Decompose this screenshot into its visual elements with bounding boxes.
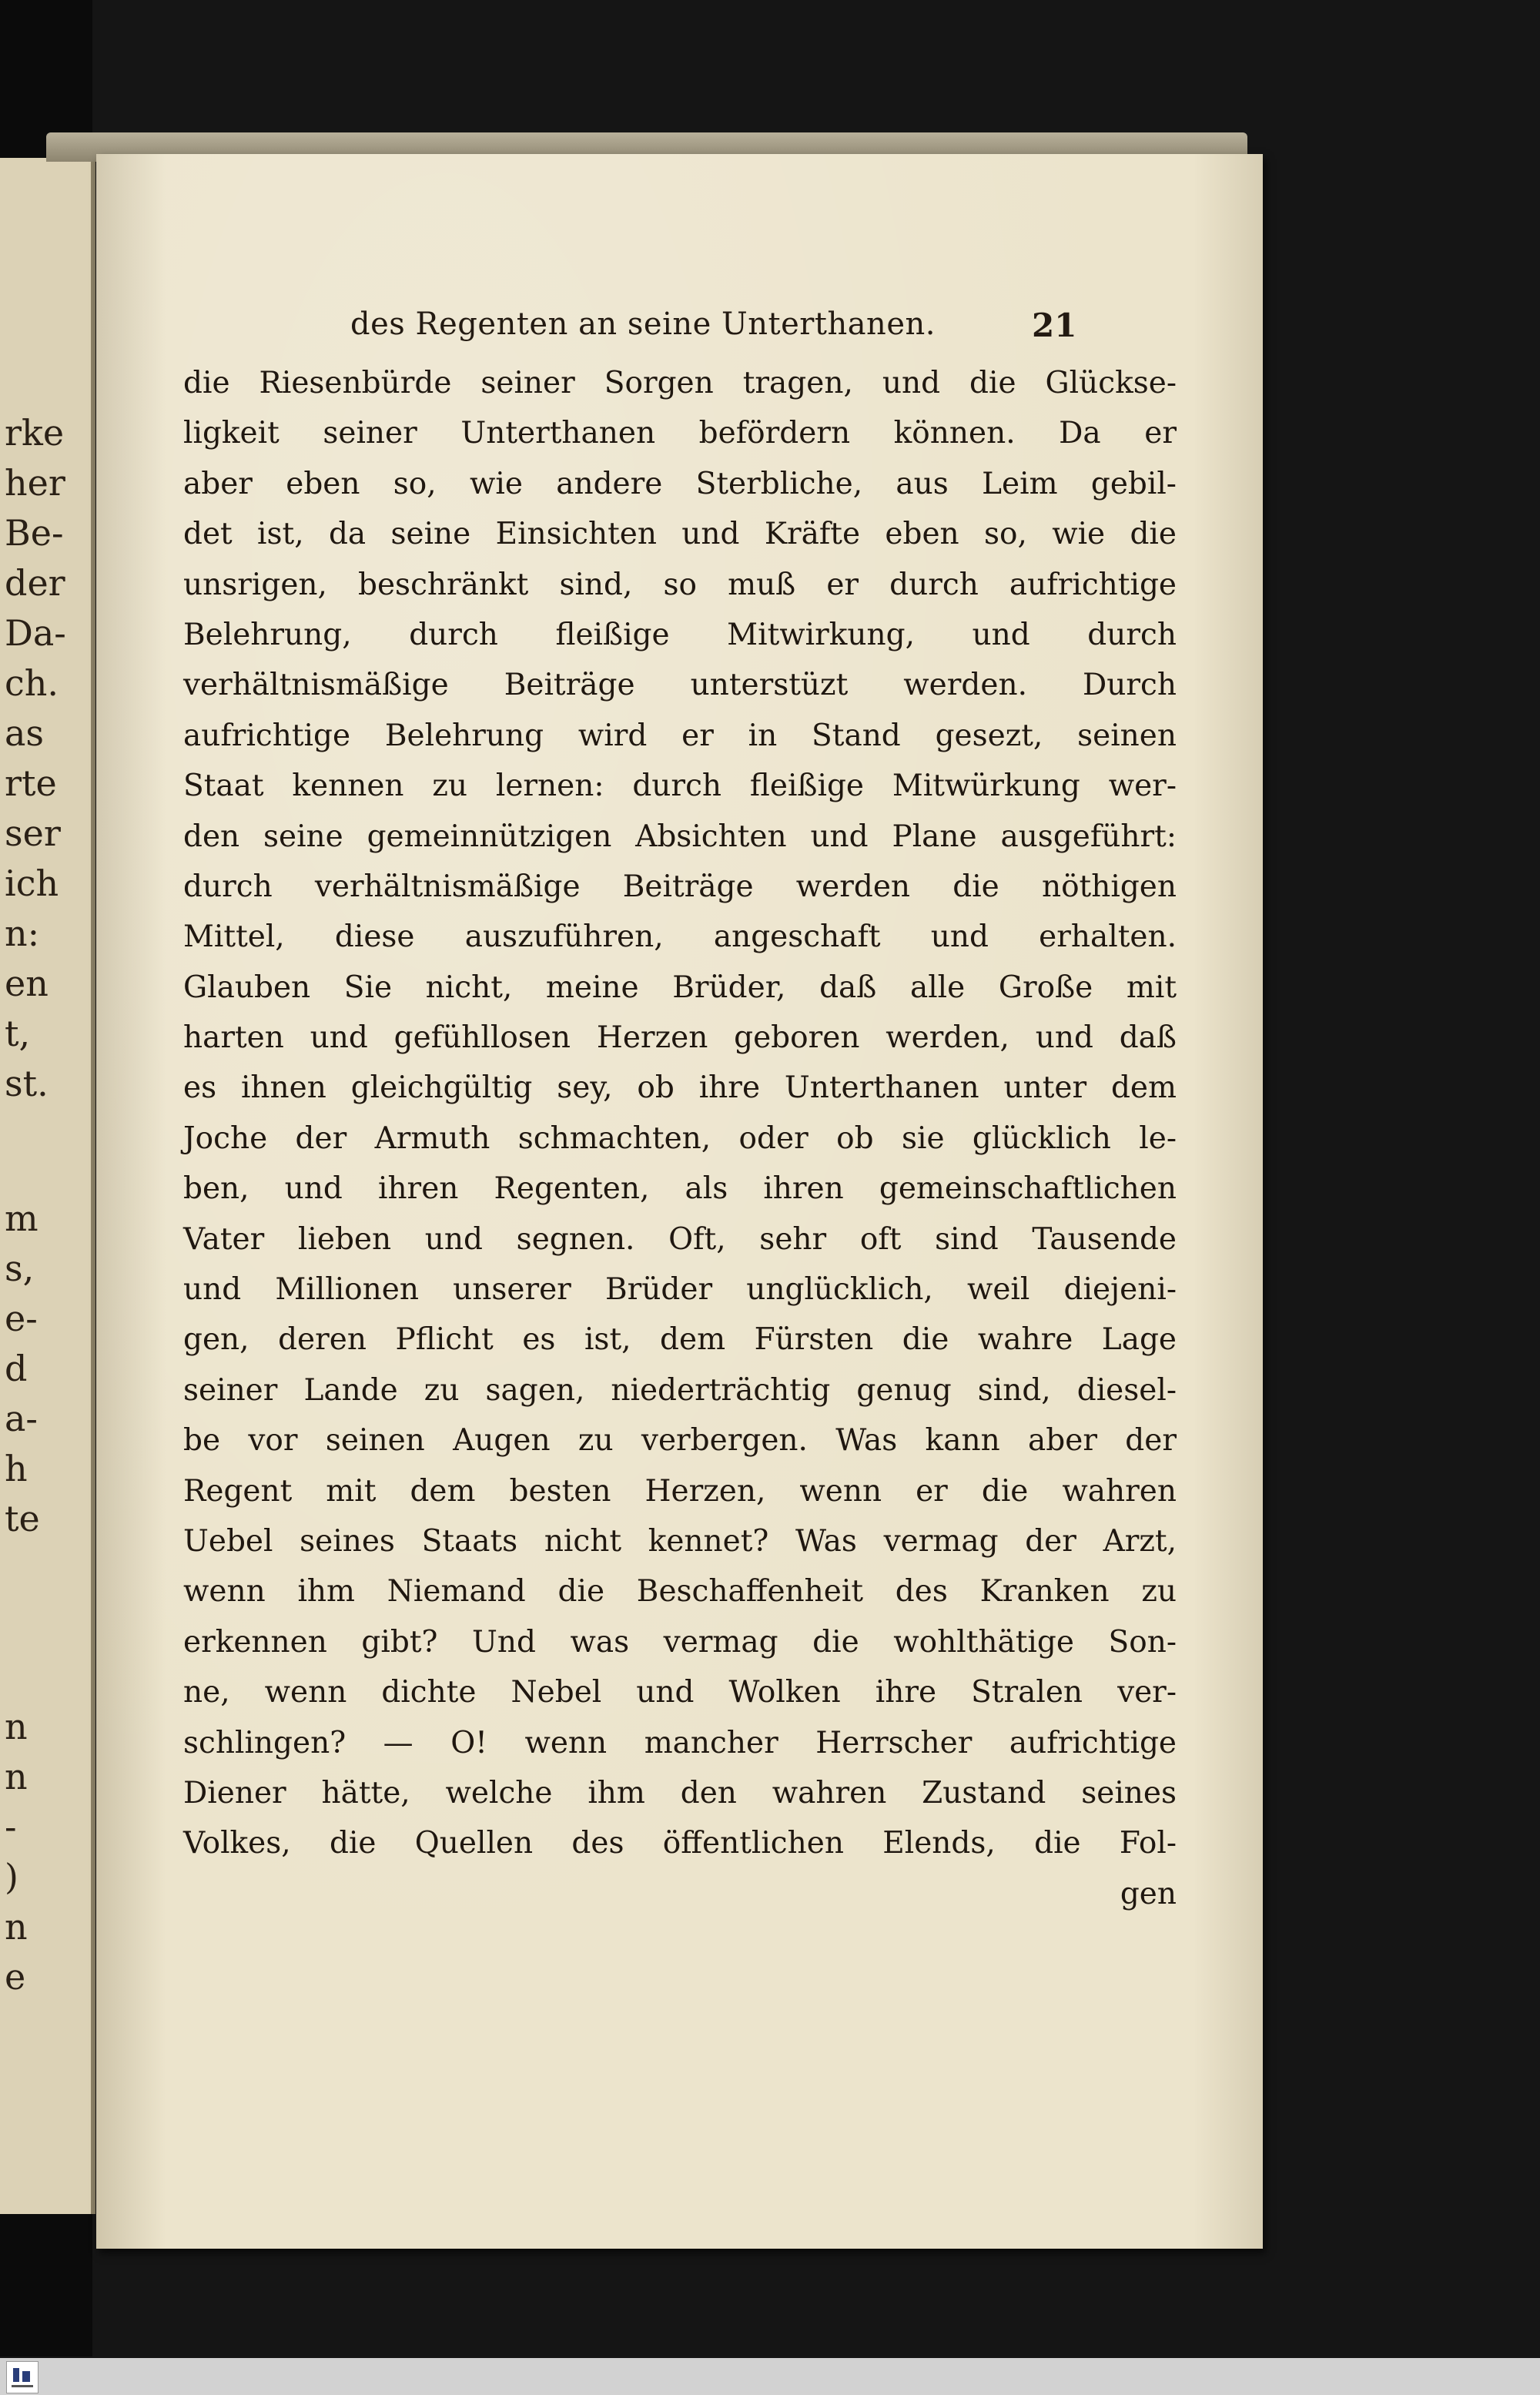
text-line: Mittel, diese auszuführen, angeschaft und erhalten. <box>183 919 1177 955</box>
facing-fragment: rke <box>5 412 65 454</box>
text-line: be vor seinen Augen zu verbergen. Was kann aber der <box>183 1423 1177 1459</box>
text-line: Staat kennen zu lernen: durch fleißige Mitwürkung wer- <box>183 769 1177 804</box>
text-line: aufrichtige Belehrung wird er in Stand gesezt, seinen <box>183 718 1177 753</box>
text-line: unsrigen, beschränkt sind, so muß er durch aufrichtige <box>183 567 1177 602</box>
facing-fragment: n: <box>5 913 40 954</box>
facing-fragment: rte <box>5 762 57 804</box>
text-line: Uebel seines Staats nicht kennet? Was vermag der Arzt, <box>183 1523 1177 1559</box>
text-line: die Riesenbürde seiner Sorgen tragen, und die Glückse- <box>183 366 1177 400</box>
viewer-footer-bar <box>0 2358 1540 2395</box>
text-line: ben, und ihren Regenten, als ihren gemeinschaftlichen <box>183 1171 1177 1207</box>
facing-fragment: st. <box>5 1063 49 1104</box>
book-page <box>96 154 1263 2249</box>
facing-fragment: her <box>5 462 65 504</box>
facing-fragment: ich <box>5 863 59 904</box>
text-line: aber eben so, wie andere Sterbliche, aus Leim gebil- <box>183 466 1177 501</box>
facing-fragment: der <box>5 562 65 604</box>
facing-fragment: Da- <box>5 612 66 654</box>
catchword: gen <box>1120 1876 1177 1911</box>
text-line: harten und gefühllosen Herzen geboren werden, und daß <box>183 1020 1177 1056</box>
text-line: Glauben Sie nicht, meine Brüder, daß alle Große mit <box>183 970 1177 1005</box>
text-line: wenn ihm Niemand die Beschaffenheit des Kranken zu <box>183 1574 1177 1610</box>
text-line: seiner Lande zu sagen, niederträchtig genug sind, diesel- <box>183 1372 1177 1408</box>
text-line: Volkes, die Quellen des öffentlichen Elends, die Fol- <box>183 1826 1177 1861</box>
facing-fragment: n <box>5 1906 28 1948</box>
text-line: Joche der Armuth schmachten, oder ob sie glücklich le- <box>183 1120 1177 1156</box>
facing-fragment: m <box>5 1198 38 1239</box>
facing-fragment: Be- <box>5 512 64 554</box>
facing-fragment: ) <box>5 1856 18 1898</box>
text-line: Diener hätte, welche ihm den wahren Zustand seines <box>183 1775 1177 1810</box>
facing-fragment: a- <box>5 1398 38 1439</box>
running-head: des Regenten an seine Unterthanen. <box>350 306 936 342</box>
text-line: det ist, da seine Einsichten und Kräfte eben so, wie die <box>183 517 1177 552</box>
text-line: den seine gemeinnützigen Absichten und Plane ausgeführt: <box>183 819 1177 854</box>
facing-fragment: n <box>5 1706 28 1747</box>
facing-fragment: as <box>5 712 45 754</box>
facing-fragment: ch. <box>5 662 59 704</box>
facing-fragment: e <box>5 1956 26 1998</box>
text-line: erkennen gibt? Und was vermag die wohlthätige Son- <box>183 1624 1177 1660</box>
text-line: Belehrung, durch fleißige Mitwirkung, und durch <box>183 617 1177 652</box>
facing-fragment: te <box>5 1498 40 1539</box>
body-text <box>183 358 1177 1919</box>
text-line: es ihnen gleichgültig sey, ob ihre Unterthanen unter dem <box>183 1070 1177 1106</box>
facing-fragment: e- <box>5 1298 38 1339</box>
facing-fragment: h <box>5 1448 28 1489</box>
text-line: gen, deren Pflicht es ist, dem Fürsten die wahre Lage <box>183 1322 1177 1358</box>
library-logo-icon <box>6 2361 38 2393</box>
text-line: Vater lieben und segnen. Oft, sehr oft sind Tausende <box>183 1221 1177 1257</box>
text-line: und Millionen unserer Brüder unglücklich, weil diejeni- <box>183 1272 1177 1308</box>
text-line: verhältnismäßige Beiträge unterstüzt werden. Durch <box>183 668 1177 703</box>
page-number: 21 <box>1032 306 1077 344</box>
text-line: schlingen? — O! wenn mancher Herrscher aufrichtige <box>183 1725 1177 1760</box>
text-line: ne, wenn dichte Nebel und Wolken ihre Stralen ver- <box>183 1675 1177 1710</box>
facing-fragment: n <box>5 1756 28 1797</box>
facing-fragment: ser <box>5 812 61 854</box>
text-line: durch verhältnismäßige Beiträge werden die nöthigen <box>183 869 1177 904</box>
facing-page-edge <box>0 158 95 2214</box>
facing-fragment: t, <box>5 1013 31 1054</box>
text-line: ligkeit seiner Unterthanen befördern können. Da er <box>183 416 1177 451</box>
facing-fragment: - <box>5 1806 17 1847</box>
facing-fragment: s, <box>5 1248 35 1289</box>
facing-fragment: en <box>5 963 49 1004</box>
facing-fragment: d <box>5 1348 28 1389</box>
text-line: Regent mit dem besten Herzen, wenn er die wahren <box>183 1473 1177 1509</box>
